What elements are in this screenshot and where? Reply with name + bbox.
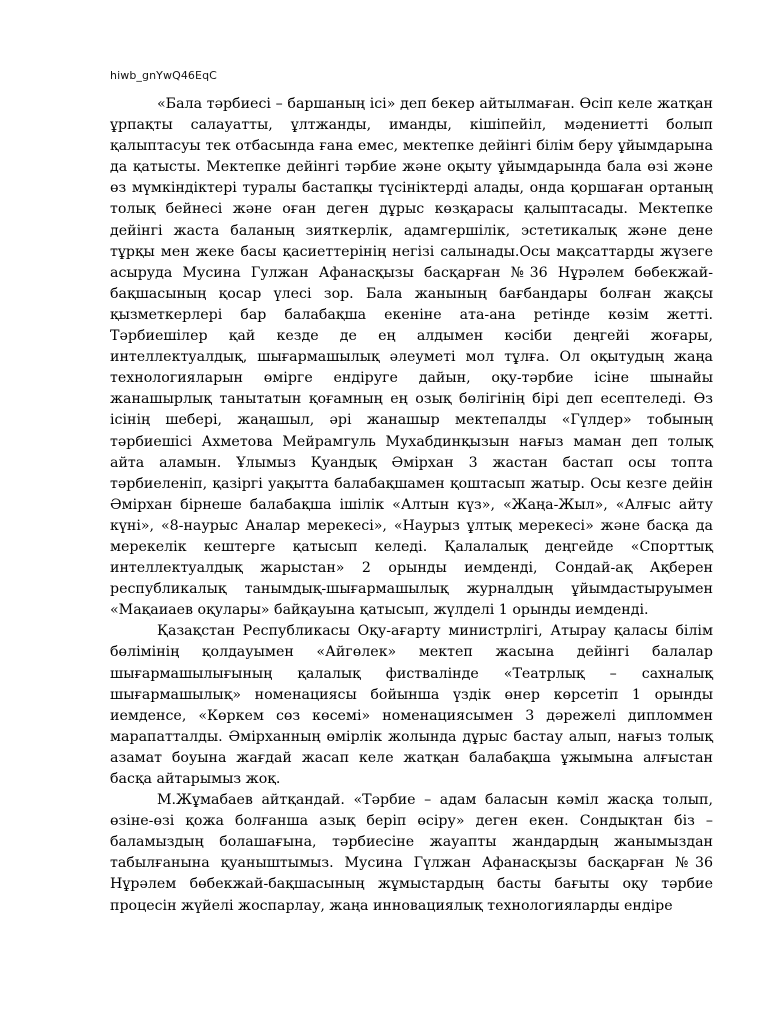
paragraph-2: Қазақстан Республикасы Оқу-ағарту министрлігі, Атырау қаласы білім бөлімінің қолдауымен «Айгөлек» мектеп жасына дейінгі балалар шығармашылығының қалалық фиствалінде «Театрлық – сахналық шығармашылық» номенациясы бойынша үздік өнер көрсетіп 1 орынды иемденсе, «Көркем сөз көсемі» номенациясымен 3 дәрежелі дипломмен марапатталды. Әмірханның өмірлік жолында дұрыс бастау алып, нағыз толық азамат боуына жағдай жасап келе жатқан балабақша ұжымына алғыстан басқа айтарымыз жоқ.	[110, 623, 713, 787]
paragraph-3: М.Жұмабаев айтқандай. «Тәрбие – адам баласын кәміл жасқа толып, өзіне-өзі қожа болғанша азық беріп өсіру» деген екен. Сондықтан біз – баламыздың болашағына, тәрбиесіне жауапты жандардың жанымыздан табылғанына қуаныштымыз. Мусина Гүлжан Афанасқызы басқарған №36 Нұрәлем бөбекжай-бақшасының жұмыстардың басты бағыты оқу тәрбие процесін жүйелі жоспарлау, жаңа инновациялық технологияларды ендіре	[110, 792, 713, 914]
document-body	[110, 94, 713, 917]
document-id: hiwb_gnYwQ46EqC	[110, 69, 217, 82]
paragraph-1: «Бала тәрбиесі – баршаның ісі» деп бекер айтылмаған. Өсіп келе жатқан ұрпақты салауатты, ұлтжанды, иманды, кішіпейіл, мәдениетті болып қалыптасуы тек отбасында ғана емес, мектепке дейінгі білім беру ұйымдарына да қатысты. Мектепке дейінгі тәрбие және оқыту ұйымдарында бала өзі және өз мүмкіндіктері туралы бастапқы түсініктерді алады, онда қоршаған ортаның толық бейнесі және оған деген дұрыс көзқарасы қалыптасады. Мектепке дейінгі жаста баланың зияткерлік, адамгершілік, эстетикалық және дене тұрқы мен жеке басы қасиеттерінің негізі салынады.Осы мақсаттарды жүзеге асыруда Мусина Гулжан Афанасқызы басқарған №36 Нұрәлем бөбекжай-бақшасының қосар үлесі зор. Бала жанының бағбандары болған жақсы қызметкерлері бар балабақша екеніне ата-ана ретінде көзім жетті. Тәрбиешілер қай кезде де ең алдымен кәсіби деңгейі жоғары, интеллектуалдық, шығармашылық әлеуметі мол тұлға. Ол оқытудың жаңа технологияларын өмірге ендіруге дайын, оқу-тәрбие ісіне шынайы жанашырлық танытатын қоғамның ең озық бөлігінің бірі деп есептеледі. Өз ісінің шебері, жаңашыл, әрі жанашыр мектепалды «Гүлдер» тобының тәрбиешісі Ахметова Мейрамгуль Мухабдинқызын нағыз маман деп толық айта аламын. Ұлымыз Қуандық Әмірхан 3 жастан бастап осы топта тәрбиеленіп, қазіргі уақытта балабақшамен қоштасып жатыр. Осы кезге дейін Әмірхан бірнеше балабақша ішілік «Алтын күз», «Жаңа-Жыл», «Алғыс айту күні», «8-наурыс Аналар мерекесі», «Наурыз ұлтық мерекесі» және басқа да мерекелік кештерге қатысып келеді. Қалалалық деңгейде «Спорттық интеллектуалдық жарыстан» 2 орынды иемденді, Сондай-ақ Ақберен республикалық танымдық-шығармашылық журналдың ұйымдастыруымен «Мақаиаев оқулары» байқауына қатысып, жүлделі 1 орынды иемденді.	[110, 96, 713, 619]
